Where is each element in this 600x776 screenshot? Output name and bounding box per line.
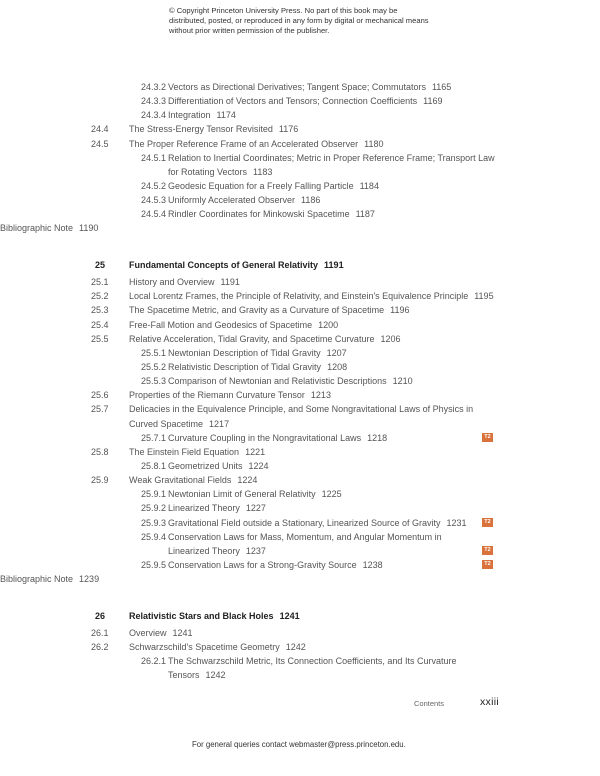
entry-title — [168, 459, 269, 473]
toc-entry — [0, 275, 600, 289]
running-head: Contents — [414, 699, 445, 708]
toc-entry — [0, 445, 600, 459]
entry-number: 25.5.2 — [141, 362, 167, 373]
toc-entry — [0, 487, 600, 501]
entry-title-text: Schwarzschild's Spacetime Geometry — [129, 642, 280, 653]
entry-page: 1218 — [367, 432, 388, 443]
entry-title — [168, 80, 451, 94]
entry-page: 1224 — [237, 475, 258, 486]
entry-number: 25.5.1 — [141, 347, 167, 358]
entry-page: 1174 — [216, 110, 236, 121]
entry-number: 25.9.2 — [141, 503, 167, 514]
toc-entry — [0, 374, 600, 388]
entry-title — [168, 179, 379, 193]
entry-title — [129, 402, 473, 416]
entry-title-text: Relative Acceleration, Tidal Gravity, and Spacetime Curvature — [129, 333, 375, 344]
entry-number: 25.9 — [91, 475, 109, 486]
entry-number: 25.3 — [91, 305, 109, 316]
entry-number: 25.1 — [91, 277, 109, 288]
entry-title-text: Conservation Laws for Mass, Momentum, and Angular Momentum in — [168, 531, 442, 542]
entry-title-text: Linearized Theory — [168, 503, 240, 514]
entry-page: 1207 — [326, 347, 347, 358]
entry-title-cont: Linearized Theory — [168, 545, 240, 556]
toc-entry — [0, 332, 600, 346]
entry-title-continued — [168, 668, 226, 682]
toc-entry — [0, 501, 600, 515]
entry-title — [168, 193, 320, 207]
toc-entry-continuation — [0, 668, 600, 682]
entry-number: 24.3.2 — [141, 82, 167, 92]
entry-page: 1165 — [431, 82, 452, 92]
entry-title-text: Overview — [129, 627, 167, 638]
entry-number: 26.2 — [91, 642, 109, 653]
entry-title — [129, 318, 338, 332]
entry-page: 1225 — [321, 489, 342, 500]
chapter-page: 1241 — [279, 610, 300, 621]
entry-title-text: Weak Gravitational Fields — [129, 475, 232, 486]
toc-entry — [0, 318, 600, 332]
entry-page: 1227 — [245, 503, 266, 514]
spacer — [0, 586, 600, 609]
entry-title-cont: Curved Spacetime — [129, 418, 204, 429]
entry-number: 24.5.3 — [141, 195, 167, 206]
entry-title-text: The Stress-Energy Tensor Revisited — [129, 124, 273, 135]
entry-number: 25.9.3 — [141, 517, 167, 528]
queries-contact: For general queries contact webmaster@press.princeton.edu. — [192, 740, 406, 749]
entry-page: 1176 — [278, 124, 299, 135]
entry-title-continued — [168, 544, 266, 558]
entry-page: 1195 — [474, 291, 494, 302]
toc-entry — [0, 122, 600, 136]
entry-title — [168, 558, 383, 572]
entry-title — [168, 108, 236, 122]
entry-title-text: Rindler Coordinates for Minkowski Spacetime — [168, 209, 350, 220]
entry-number: 24.4 — [91, 124, 109, 135]
entry-title-text: Differentiation of Vectors and Tensors; Connection Coefficients — [168, 96, 418, 107]
entry-title — [168, 501, 266, 515]
entry-number: 24.3.3 — [141, 96, 167, 107]
entry-number: 26.2.1 — [141, 656, 167, 667]
entry-number: 25.7 — [91, 404, 109, 415]
entry-page: 1191 — [220, 277, 240, 288]
t2-badge-icon: T2 — [482, 433, 493, 442]
entry-title — [168, 487, 342, 501]
entry-title-text: Conservation Laws for a Strong-Gravity Source — [168, 560, 357, 570]
entry-title-text: Local Lorentz Frames, the Principle of Relativity, and Einstein's Equivalence Principle — [129, 291, 469, 302]
spacer — [0, 236, 600, 259]
toc-entry — [0, 151, 600, 165]
entry-number: 25.9.5 — [141, 560, 167, 570]
toc-entry-continuation — [0, 544, 600, 558]
chapter-title — [129, 258, 344, 272]
chapter-title-text: Relativistic Stars and Black Holes — [129, 610, 274, 621]
toc-entry — [0, 221, 600, 235]
t2-badge-icon: T2 — [482, 546, 493, 555]
entry-title — [129, 445, 265, 459]
chapter-title-text: Fundamental Concepts of General Relativity — [129, 260, 319, 271]
toc-entry — [0, 473, 600, 487]
toc-entry-continuation — [0, 165, 600, 179]
entry-title — [129, 640, 306, 654]
entry-title — [129, 289, 494, 303]
toc-entry — [0, 303, 600, 317]
entry-page: 1231 — [446, 517, 467, 528]
entry-title — [129, 275, 240, 289]
entry-number: 24.5 — [91, 138, 109, 149]
entry-number: 24.5.1 — [141, 152, 167, 163]
entry-title — [168, 360, 347, 374]
entry-page: 1206 — [380, 333, 401, 344]
entry-page: 1184 — [359, 180, 379, 191]
entry-number: 25.8 — [91, 446, 109, 457]
entry-title-text: Gravitational Field outside a Stationary, Linearized Source of Gravity — [168, 517, 441, 528]
entry-page: 1208 — [327, 362, 348, 373]
entry-title — [168, 94, 443, 108]
entry-title-text: Relation to Inertial Coordinates; Metric in Proper Reference Frame; Transport Law — [168, 152, 495, 163]
t2-badge-icon: T2 — [482, 518, 493, 527]
entry-title-text: Relativistic Description of Tidal Gravity — [168, 362, 322, 373]
entry-number: 25.6 — [91, 390, 109, 401]
entry-page: 1238 — [362, 560, 383, 570]
toc-entry — [0, 572, 600, 586]
entry-page: 1239 — [79, 574, 100, 585]
entry-number: 25.8.1 — [141, 461, 167, 472]
entry-title — [0, 572, 99, 586]
chapter-number: 26 — [95, 610, 106, 621]
entry-title-text: Bibliographic Note — [0, 574, 74, 585]
toc-entry — [0, 137, 600, 151]
entry-title-text: Properties of the Riemann Curvature Tensor — [129, 390, 305, 401]
entry-page: 1237 — [245, 545, 266, 556]
entry-title-text: Bibliographic Note — [0, 223, 74, 234]
entry-number: 24.3.4 — [141, 110, 167, 121]
entry-page: 1242 — [205, 670, 226, 681]
entry-page: 1242 — [285, 642, 306, 653]
entry-title-text: Geodesic Equation for a Freely Falling Particle — [168, 180, 354, 191]
entry-number: 25.5 — [91, 333, 109, 344]
entry-title-cont: for Rotating Vectors — [168, 166, 248, 177]
chapter-heading — [0, 258, 600, 272]
toc-entry — [0, 402, 600, 416]
toc-entry — [0, 654, 600, 668]
toc-entry — [0, 179, 600, 193]
entry-page: 1241 — [172, 627, 193, 638]
entry-page: 1187 — [355, 209, 375, 220]
toc-entry-continuation — [0, 417, 600, 431]
toc-entry — [0, 360, 600, 374]
entry-title-text: The Spacetime Metric, and Gravity as a Curvature of Spacetime — [129, 305, 385, 316]
entry-title — [129, 473, 257, 487]
entry-number: 24.5.4 — [141, 209, 167, 220]
entry-page: 1169 — [423, 96, 443, 107]
chapter-heading — [0, 609, 600, 623]
entry-title-text: Curvature Coupling in the Nongravitational Laws — [168, 432, 362, 443]
toc-entry — [0, 80, 600, 94]
entry-title-text: Delicacies in the Equivalence Principle, and Some Nongravitational Laws of Physics in — [129, 404, 474, 415]
toc-entry — [0, 516, 600, 530]
entry-title-text: Free-Fall Motion and Geodesics of Spacetime — [129, 319, 313, 330]
entry-title — [168, 207, 375, 221]
entry-title-continued — [129, 417, 229, 431]
toc-entry — [0, 431, 600, 445]
entry-number: 26.1 — [91, 627, 109, 638]
entry-page: 1190 — [79, 223, 99, 234]
chapter-page: 1191 — [324, 260, 344, 271]
entry-number: 25.7.1 — [141, 432, 167, 443]
entry-number: 24.5.2 — [141, 180, 167, 191]
toc-entry — [0, 640, 600, 654]
entry-page: 1196 — [390, 305, 410, 316]
toc-entry — [0, 289, 600, 303]
entry-title — [168, 516, 467, 530]
entry-title — [0, 221, 98, 235]
toc-entry — [0, 94, 600, 108]
t2-badge-icon: T2 — [482, 560, 493, 569]
entry-page: 1200 — [318, 319, 339, 330]
entry-number: 25.9.4 — [141, 531, 167, 542]
entry-title — [129, 332, 400, 346]
entry-title-cont: Tensors — [168, 670, 200, 681]
toc-entry — [0, 626, 600, 640]
entry-title — [168, 374, 413, 388]
entry-title-text: Newtonian Description of Tidal Gravity — [168, 347, 321, 358]
toc-entry — [0, 530, 600, 544]
entry-page: 1183 — [253, 166, 273, 177]
entry-page: 1186 — [301, 195, 321, 206]
entry-title-text: Uniformly Accelerated Observer — [168, 195, 296, 206]
entry-number: 25.9.1 — [141, 489, 167, 500]
page-number: xxiii — [480, 696, 499, 708]
entry-title-text: Newtonian Limit of General Relativity — [168, 489, 316, 500]
toc-entry — [0, 108, 600, 122]
entry-title-text: Geometrized Units — [168, 461, 243, 472]
entry-title — [168, 431, 387, 445]
entry-page: 1217 — [209, 418, 230, 429]
entry-title-continued — [168, 165, 272, 179]
entry-title — [129, 388, 331, 402]
toc-entry — [0, 558, 600, 572]
entry-title-text: The Schwarzschild Metric, Its Connection Coefficients, and Its Curvature — [168, 656, 457, 667]
entry-title-text: The Proper Reference Frame of an Accelerated Observer — [129, 138, 359, 149]
entry-title — [168, 346, 347, 360]
table-of-contents — [0, 80, 600, 682]
entry-page: 1210 — [392, 376, 413, 387]
entry-page: 1224 — [248, 461, 269, 472]
entry-number: 25.5.3 — [141, 376, 167, 387]
entry-title-text: The Einstein Field Equation — [129, 446, 240, 457]
entry-title — [129, 122, 298, 136]
entry-title-text: Comparison of Newtonian and Relativistic Descriptions — [168, 376, 387, 387]
entry-number: 25.4 — [91, 319, 109, 330]
toc-entry — [0, 193, 600, 207]
entry-title — [168, 530, 442, 544]
entry-page: 1180 — [364, 138, 384, 149]
chapter-number: 25 — [95, 260, 106, 271]
entry-title — [168, 654, 456, 668]
entry-title — [129, 626, 193, 640]
entry-title — [129, 137, 383, 151]
toc-entry — [0, 207, 600, 221]
entry-title-text: History and Overview — [129, 277, 215, 288]
copyright-notice: © Copyright Princeton University Press. No part of this book may be distributed, posted, or reproduced in any form by digital or mechanical means without prior written permission of the publisher. — [169, 6, 429, 35]
entry-page: 1221 — [245, 446, 266, 457]
entry-number: 25.2 — [91, 291, 109, 302]
entry-title — [168, 151, 495, 165]
chapter-title — [129, 609, 300, 623]
entry-title — [129, 303, 409, 317]
toc-entry — [0, 346, 600, 360]
entry-title-text: Vectors as Directional Derivatives; Tangent Space; Commutators — [168, 82, 426, 92]
toc-entry — [0, 388, 600, 402]
toc-entry — [0, 459, 600, 473]
entry-page: 1213 — [310, 390, 331, 401]
entry-title-text: Integration — [168, 110, 211, 121]
